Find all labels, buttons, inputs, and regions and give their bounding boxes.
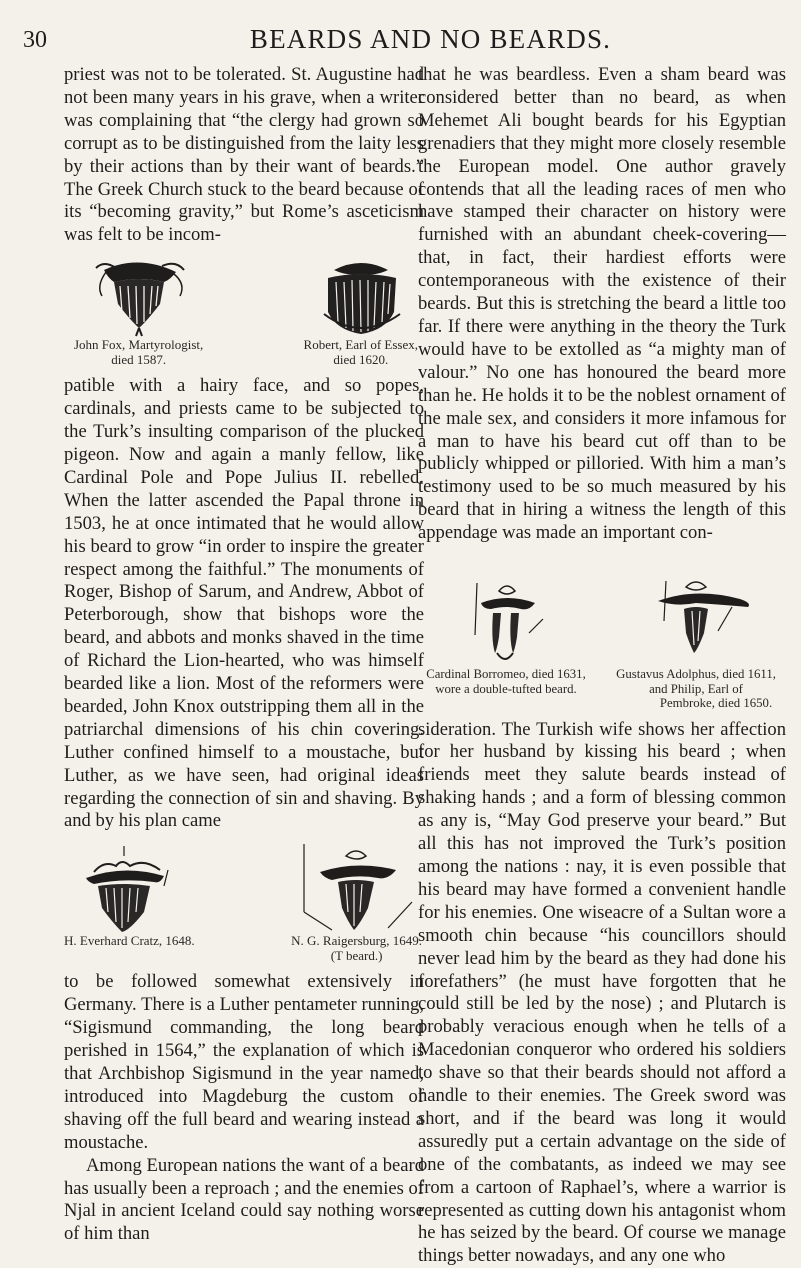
beard-illustration: [306, 256, 416, 338]
figure-robert-essex: [304, 256, 418, 367]
paragraph: patible with a hairy face, and so popes, cardinals, and priests came to be subjected to the Turk’s insulting comparison of the plucked pigeon. Now and again a manly fellow, like Cardinal Pole and Pope Julius II. rebelled. When the latter ascended the Papal throne in 1503, he at once intimated that he would allow his beard to grow “in order to inspire the greater respect among the faithful.” The monuments of Roger, Bishop of Sarum, and Andrew, Abbot of Peterborough, show that bishops wore the beard, and abbots and monks shaved in the time of Richard the Lion-hearted, who was himself bearded like a lion. Most of the reformers were bearded, John Knox outstripping them all in the patriarchal dimensions of his chin covering. Luther confined himself to a moustache, but Luther, as we have seen, had original ideas regarding the connection of sin and shaving. By and by his plan came: [64, 375, 424, 832]
paragraph: Among European nations the want of a beard has usually been a reproach ; and the enemies of Njal in ancient Iceland could say nothing worse of him than: [64, 1154, 424, 1245]
caption-line: Cardinal Borromeo, died 1631,: [426, 667, 586, 682]
figure-borromeo: [418, 575, 594, 696]
beard-illustration: [636, 575, 756, 667]
paragraph: to be followed somewhat extensively in Germany. There is a Luther pentameter running, “Sigismund commanding, the long beard perished in 1564,” the explanation of which is that Archbishop Sigismund in the year named, introduced into Magdeburg the custom of shaving off the full beard and wearing instead a moustache.: [64, 971, 424, 1153]
caption-line: Robert, Earl of Essex,: [303, 337, 418, 353]
beard-illustration: [292, 842, 422, 934]
caption-line: died 1587.: [111, 351, 167, 367]
figure-row-fox-essex: [64, 256, 424, 367]
caption-line: John Fox, Martyrologist,: [74, 337, 204, 353]
caption-line: and Philip, Earl of: [649, 681, 743, 696]
right-column: [418, 64, 786, 1268]
caption-line: Gustavus Adolphus, died 1611,: [616, 667, 776, 682]
running-head: BEARDS AND NO BEARDS.: [249, 24, 612, 54]
caption-line: H. Everhard Cratz, 1648.: [64, 933, 195, 949]
left-column: [64, 64, 424, 1246]
figure-row-borromeo-gustavus: [418, 575, 786, 711]
figure-john-fox: [74, 256, 203, 367]
figure-everhard-cratz: [64, 842, 195, 949]
figure-gustavus-adolphus: [606, 575, 786, 711]
beard-illustration: [64, 842, 194, 934]
paragraph: that he was beardless. Even a sham beard was considered better than no beard, as when Mehemet Ali bought beards for his Egyptian grenadiers that they might more closely resemble the European model. One author gravely contends that all the leading races of men who have stamped their character on history were furnished with an abundant cheek-covering—that, in fact, their hardiest efforts were contemporaneous with the existence of their beards. But this is stretching the beard a little too far. If there were anything in the theory the Turk would have to be extolled as “a mighty man of valour.” No one has honoured the beard more than he. He holds it to be the noblest ornament of the male sex, and considers it more infamous for a man to have his beard cut off than to be publicly whipped or pilloried. With him a man’s testimony used to be so much measured by his beard that in hiring a witness the length of this appendage was made an important con-: [418, 64, 786, 544]
page-number: 30: [23, 27, 47, 53]
beard-illustration: [451, 575, 561, 667]
caption-line: wore a double-tufted beard.: [435, 681, 577, 696]
caption-line: N. G. Raigersburg, 1649.: [291, 933, 422, 949]
figure-raigersburg: [291, 842, 422, 963]
figure-row-cratz-raigersburg: [64, 842, 424, 963]
caption-line: Pembroke, died 1650.: [659, 696, 773, 711]
paragraph: priest was not to be tolerated. St. Augustine had not been many years in his grave, when a writer was complaining that “the clergy had grown so corrupt as to be distinguished from the laity less by their actions than by their want of beards.” The Greek Church stuck to the beard because of its “becoming gravity,” but Rome’s asceticism was felt to be incom-: [64, 64, 424, 246]
caption-line: died 1620.: [333, 351, 389, 367]
paragraph: sideration. The Turkish wife shows her affection for her husband by kissing his beard ; when friends meet they salute beards instead of shaking hands ; and a form of blessing common as any is, “May God preserve your beard.” But all this has not improved the Turk’s position among the nations : nay, it is even possible that his beard may have formed a convenient handle for his enemies. One wiseacre of a Sultan wore a smooth chin because “his councillors should never lead him by the beard as they had done his forefathers” (he must have forgotten that he could still be led by the nose) ; and Plutarch is probably veracious enough when he tells of a Macedonian conqueror who ordered his soldiers to shave so that their beards should not afford a handle to their enemies. The Greek sword was short, and if the beard was long it would assuredly put a certain advantage on the side of one of the combatants, as indeed we may see from a cartoon of Raphael’s, where a warrior is represented as cutting down his antagonist whom he has seized by the beard. Of course we manage things better nowadays, and any one who: [418, 718, 786, 1267]
beard-illustration: [84, 256, 194, 338]
caption-line: (T beard.): [330, 947, 383, 963]
